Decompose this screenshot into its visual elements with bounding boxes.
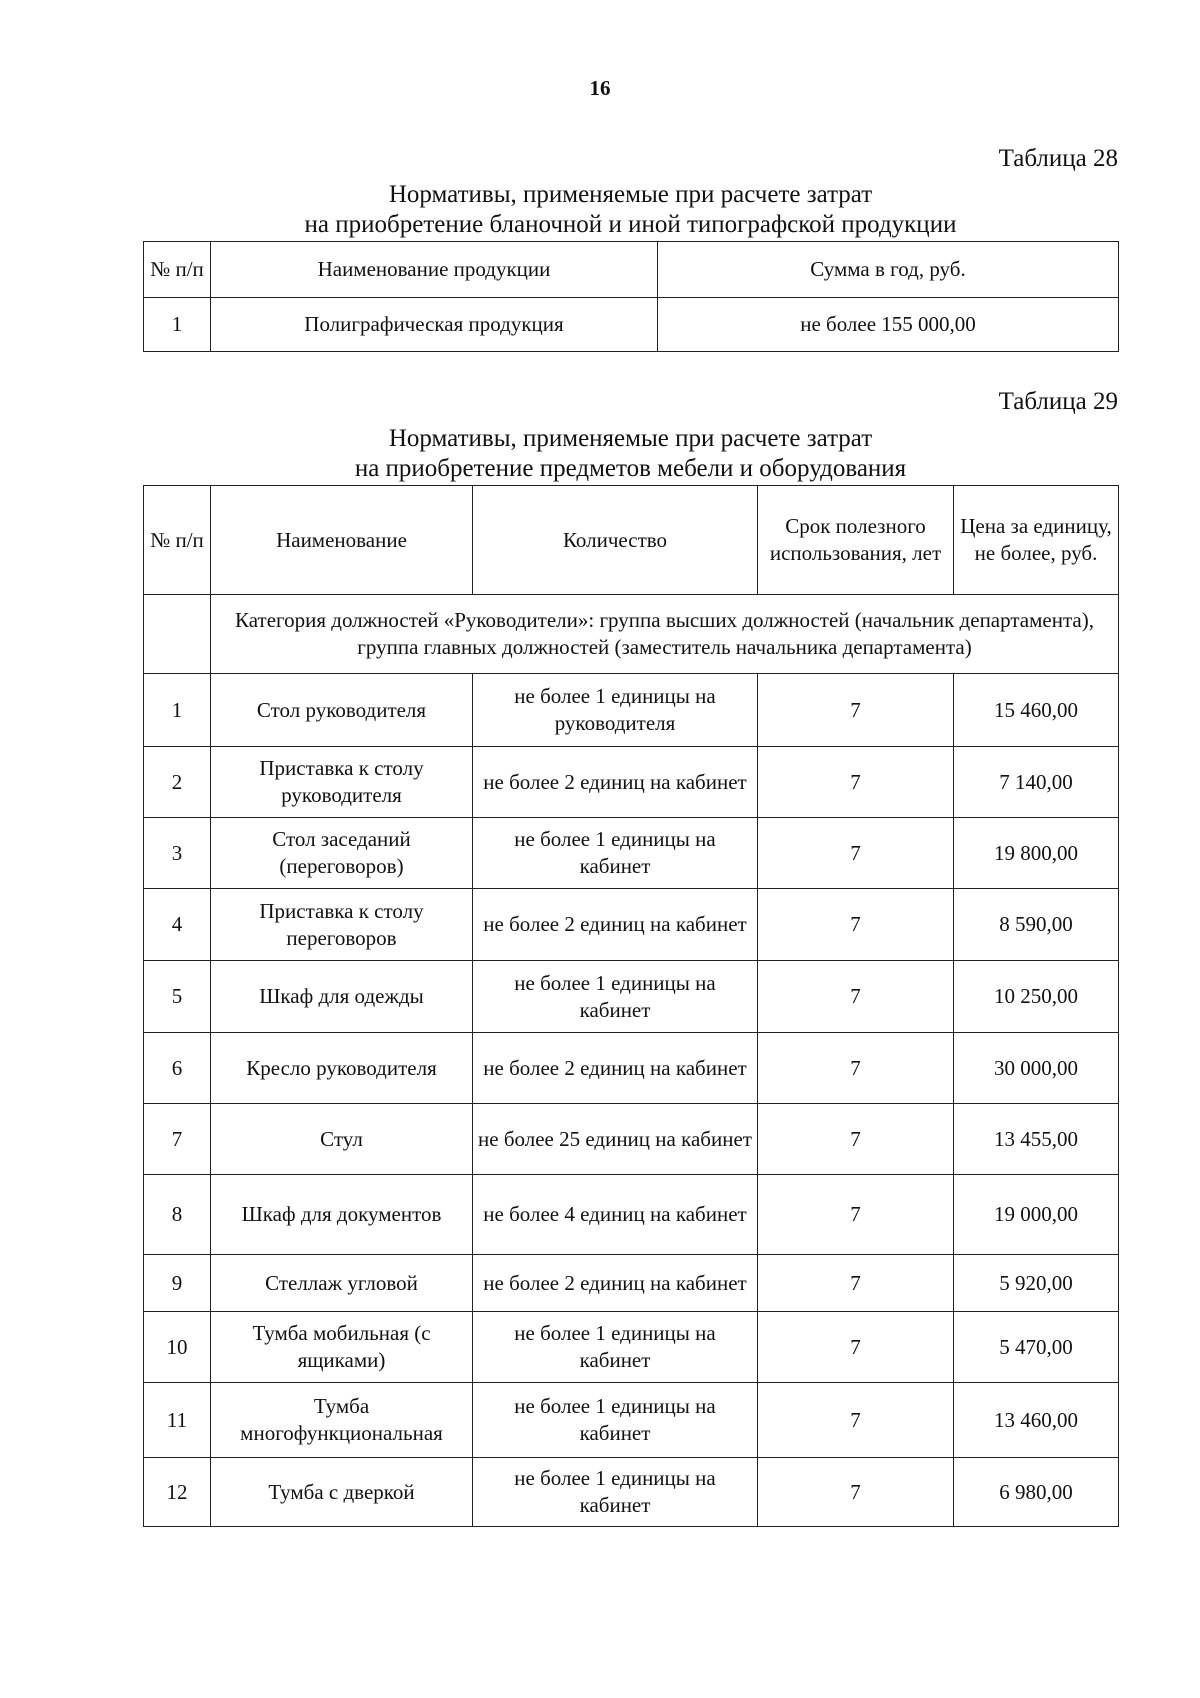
row-useful-life: 7	[758, 1458, 954, 1527]
row-quantity: не более 2 единиц на кабинет	[473, 1033, 758, 1104]
row-name: Кресло руководителя	[211, 1033, 473, 1104]
row-num: 7	[144, 1104, 211, 1175]
table-28-title-line1: Нормативы, применяемые при расчете затрат	[388, 181, 873, 208]
row-name: Стол заседаний (переговоров)	[211, 818, 473, 889]
row-price: 19 000,00	[954, 1175, 1119, 1255]
row-num: 10	[144, 1312, 211, 1383]
table-row	[144, 747, 1119, 818]
row-price: 5 920,00	[954, 1255, 1119, 1312]
table-28-header-row	[144, 242, 1119, 298]
row-quantity: не более 1 единицы на кабинет	[473, 1312, 758, 1383]
row-price: 30 000,00	[954, 1033, 1119, 1104]
row-quantity: не более 2 единиц на кабинет	[473, 747, 758, 818]
category-row	[144, 595, 1119, 674]
table-row	[144, 1175, 1119, 1255]
row-price: 10 250,00	[954, 961, 1119, 1033]
row-quantity: не более 1 единицы на кабинет	[473, 1458, 758, 1527]
row-price: 19 800,00	[954, 818, 1119, 889]
row-name: Полиграфическая продукция	[211, 298, 658, 352]
table-29-title-line1: Нормативы, применяемые при расчете затрат	[388, 425, 873, 452]
table-row	[144, 1312, 1119, 1383]
row-num: 12	[144, 1458, 211, 1527]
row-useful-life: 7	[758, 674, 954, 747]
page-number: 16	[589, 76, 611, 100]
row-useful-life: 7	[758, 1033, 954, 1104]
table-row	[144, 674, 1119, 747]
row-quantity: не более 2 единиц на кабинет	[473, 889, 758, 961]
table-28	[143, 241, 1119, 352]
row-useful-life: 7	[758, 1312, 954, 1383]
row-name: Приставка к столу руководителя	[211, 747, 473, 818]
table-row	[144, 889, 1119, 961]
row-price: 8 590,00	[954, 889, 1119, 961]
row-quantity: не более 1 единицы на кабинет	[473, 1383, 758, 1458]
row-num: 2	[144, 747, 211, 818]
row-price: 13 460,00	[954, 1383, 1119, 1458]
row-price: 5 470,00	[954, 1312, 1119, 1383]
header-useful-life: Срок полезного использования, лет	[758, 486, 954, 595]
row-useful-life: 7	[758, 747, 954, 818]
table-29	[143, 485, 1119, 1527]
row-useful-life: 7	[758, 1175, 954, 1255]
header-num: № п/п	[144, 486, 211, 595]
row-num: 6	[144, 1033, 211, 1104]
row-name: Стул	[211, 1104, 473, 1175]
row-price: 6 980,00	[954, 1458, 1119, 1527]
row-quantity: не более 25 единиц на кабинет	[473, 1104, 758, 1175]
table-row	[144, 818, 1119, 889]
row-name: Тумба многофункциональная	[211, 1383, 473, 1458]
row-price: 13 455,00	[954, 1104, 1119, 1175]
table-28-label: Таблица 28	[998, 145, 1118, 172]
row-quantity: не более 1 единицы на кабинет	[473, 961, 758, 1033]
row-num: 1	[144, 298, 211, 352]
row-num: 5	[144, 961, 211, 1033]
table-29-label: Таблица 29	[998, 388, 1118, 415]
header-product-name: Наименование продукции	[211, 242, 658, 298]
row-name: Тумба мобильная (с ящиками)	[211, 1312, 473, 1383]
table-29-title-line2: на приобретение предметов мебели и оборудования	[354, 455, 907, 482]
category-text: Категория должностей «Руководители»: группа высших должностей (начальник департамента), группа главных должностей (заместитель начальника департамента)	[211, 595, 1119, 674]
header-num: № п/п	[144, 242, 211, 298]
row-sum: не более 155 000,00	[658, 298, 1119, 352]
table-row	[144, 298, 1119, 352]
row-useful-life: 7	[758, 961, 954, 1033]
row-useful-life: 7	[758, 818, 954, 889]
row-quantity: не более 4 единиц на кабинет	[473, 1175, 758, 1255]
row-num: 3	[144, 818, 211, 889]
row-quantity: не более 1 единицы на руководителя	[473, 674, 758, 747]
row-num: 4	[144, 889, 211, 961]
row-useful-life: 7	[758, 1104, 954, 1175]
table-row	[144, 1255, 1119, 1312]
header-quantity: Количество	[473, 486, 758, 595]
row-num: 11	[144, 1383, 211, 1458]
category-num-cell	[144, 595, 211, 674]
row-useful-life: 7	[758, 1255, 954, 1312]
row-name: Шкаф для документов	[211, 1175, 473, 1255]
header-unit-price: Цена за единицу, не более, руб.	[954, 486, 1119, 595]
table-28-title	[143, 180, 1118, 240]
row-name: Тумба с дверкой	[211, 1458, 473, 1527]
table-29-title	[143, 424, 1118, 484]
table-row	[144, 1104, 1119, 1175]
table-row	[144, 961, 1119, 1033]
row-name: Приставка к столу переговоров	[211, 889, 473, 961]
row-num: 9	[144, 1255, 211, 1312]
row-quantity: не более 1 единицы на кабинет	[473, 818, 758, 889]
row-useful-life: 7	[758, 1383, 954, 1458]
table-row	[144, 1383, 1119, 1458]
row-useful-life: 7	[758, 889, 954, 961]
row-name: Стеллаж угловой	[211, 1255, 473, 1312]
row-num: 1	[144, 674, 211, 747]
row-name: Шкаф для одежды	[211, 961, 473, 1033]
header-annual-sum: Сумма в год, руб.	[658, 242, 1119, 298]
table-row	[144, 1458, 1119, 1527]
row-name: Стол руководителя	[211, 674, 473, 747]
table-row	[144, 1033, 1119, 1104]
row-num: 8	[144, 1175, 211, 1255]
row-price: 7 140,00	[954, 747, 1119, 818]
table-29-header-row	[144, 486, 1119, 595]
header-name: Наименование	[211, 486, 473, 595]
table-28-title-line2: на приобретение бланочной и иной типографской продукции	[304, 211, 957, 238]
row-price: 15 460,00	[954, 674, 1119, 747]
row-quantity: не более 2 единиц на кабинет	[473, 1255, 758, 1312]
